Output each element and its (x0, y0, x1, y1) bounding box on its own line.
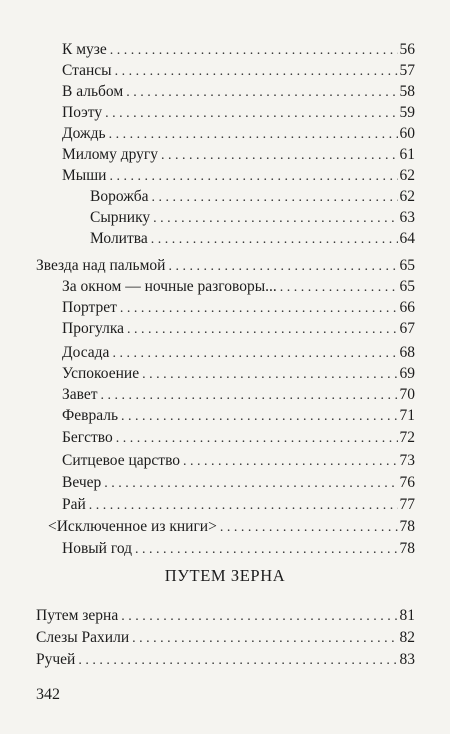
dot-leader (126, 82, 397, 104)
dot-leader (120, 298, 398, 320)
toc-entry (62, 472, 415, 494)
dot-leader (151, 187, 397, 209)
toc-entry (62, 81, 415, 103)
toc-entry (62, 384, 415, 406)
toc-entry (62, 165, 415, 187)
entry-page: 58 (399, 83, 415, 100)
toc-entry (36, 649, 415, 671)
entry-title: Бегство (62, 429, 113, 446)
entry-page: 59 (399, 104, 415, 121)
entry-title: Ворожба (90, 188, 149, 205)
toc-entry (62, 123, 415, 145)
entry-title: Вечер (62, 474, 102, 491)
toc-entry (62, 297, 415, 319)
entry-title: Стансы (62, 62, 112, 79)
dot-leader (132, 628, 397, 650)
entry-page: 77 (399, 496, 415, 513)
dot-leader (142, 364, 397, 386)
toc-entry (48, 516, 415, 538)
entry-page: 71 (399, 407, 415, 424)
entry-title: Милому другу (62, 146, 158, 163)
dot-leader (89, 495, 398, 517)
entry-title: Завет (62, 386, 98, 403)
entry-title: Звезда над пальмой (36, 257, 166, 274)
entry-page: 62 (399, 188, 415, 205)
entry-page: 65 (399, 278, 415, 295)
entry-title: Слезы Рахили (36, 629, 130, 646)
dot-leader (101, 385, 398, 407)
dot-leader (110, 40, 398, 62)
entry-title: Сырнику (90, 209, 151, 226)
dot-leader (153, 208, 397, 230)
entry-page: 62 (399, 167, 415, 184)
entry-page: 76 (399, 474, 415, 491)
dot-leader (135, 539, 397, 561)
entry-title: Досада (62, 344, 110, 361)
entry-title: Ручей (36, 651, 76, 668)
page-number: 342 (36, 686, 60, 703)
toc-entry (62, 39, 415, 61)
toc-entry (62, 538, 415, 560)
entry-page: 82 (399, 629, 415, 646)
toc-entry (36, 255, 415, 277)
toc-entry (62, 102, 415, 124)
entry-page: 81 (399, 607, 415, 624)
entry-title: Поэту (62, 104, 103, 121)
entry-page: 66 (399, 299, 415, 316)
dot-leader (78, 650, 397, 672)
entry-page: 67 (399, 320, 415, 337)
entry-page: 57 (399, 62, 415, 79)
entry-title: <Исключенное из книги> (48, 518, 217, 535)
toc-entry (62, 276, 415, 298)
toc-entry (36, 627, 415, 649)
entry-page: 78 (399, 540, 415, 557)
toc-entry (90, 207, 415, 229)
toc-entry (62, 318, 415, 340)
entry-page: 61 (399, 146, 415, 163)
toc-entry (62, 363, 415, 385)
entry-page: 69 (399, 365, 415, 382)
entry-page: 56 (399, 41, 415, 58)
entry-title: Февраль (62, 407, 119, 424)
toc-entry (62, 342, 415, 364)
dot-leader (220, 517, 398, 539)
entry-title: Прогулка (62, 320, 125, 337)
section-heading: ПУТЕМ ЗЕРНА (164, 566, 286, 585)
dot-leader (115, 61, 398, 83)
entry-title: Путем зерна (36, 607, 119, 624)
entry-page: 64 (399, 230, 415, 247)
dot-leader (151, 229, 398, 251)
dot-leader (104, 473, 397, 495)
entry-page: 73 (399, 452, 415, 469)
entry-page: 68 (399, 344, 415, 361)
entry-title: Молитва (90, 230, 148, 247)
entry-page: 78 (399, 518, 415, 535)
entry-page: 72 (399, 429, 415, 446)
toc-entry (62, 494, 415, 516)
entry-page: 60 (399, 125, 415, 142)
toc-entry (62, 450, 415, 472)
entry-page: 70 (399, 386, 415, 403)
entry-page: 63 (399, 209, 415, 226)
toc-entry (62, 427, 415, 449)
entry-page: 65 (399, 257, 415, 274)
dot-leader (168, 256, 397, 278)
entry-title: Рай (62, 496, 86, 513)
dot-leader (105, 103, 397, 125)
entry-title: Дождь (62, 125, 106, 142)
dot-leader (121, 406, 397, 428)
entry-title: Мыши (62, 167, 107, 184)
dot-leader (109, 124, 398, 146)
entry-title: К музе (62, 41, 107, 58)
toc-entry (90, 228, 415, 250)
toc-entry (62, 405, 415, 427)
dot-leader (280, 277, 398, 299)
entry-title: Успокоение (62, 365, 140, 382)
dot-leader (183, 451, 397, 473)
dot-leader (161, 145, 398, 167)
dot-leader (127, 319, 397, 341)
toc-entry (90, 186, 415, 208)
entry-title: За окном — ночные разговоры... (62, 278, 277, 295)
entry-title: В альбом (62, 83, 124, 100)
toc-entry (62, 144, 415, 166)
dot-leader (112, 343, 397, 365)
dot-leader (121, 606, 397, 628)
entry-title: Портрет (62, 299, 117, 316)
entry-page: 83 (399, 651, 415, 668)
dot-leader (116, 428, 398, 450)
dot-leader (109, 166, 397, 188)
entry-title: Новый год (62, 540, 133, 557)
entry-title: Ситцевое царство (62, 452, 181, 469)
toc-entry (36, 605, 415, 627)
toc-entry (62, 60, 415, 82)
